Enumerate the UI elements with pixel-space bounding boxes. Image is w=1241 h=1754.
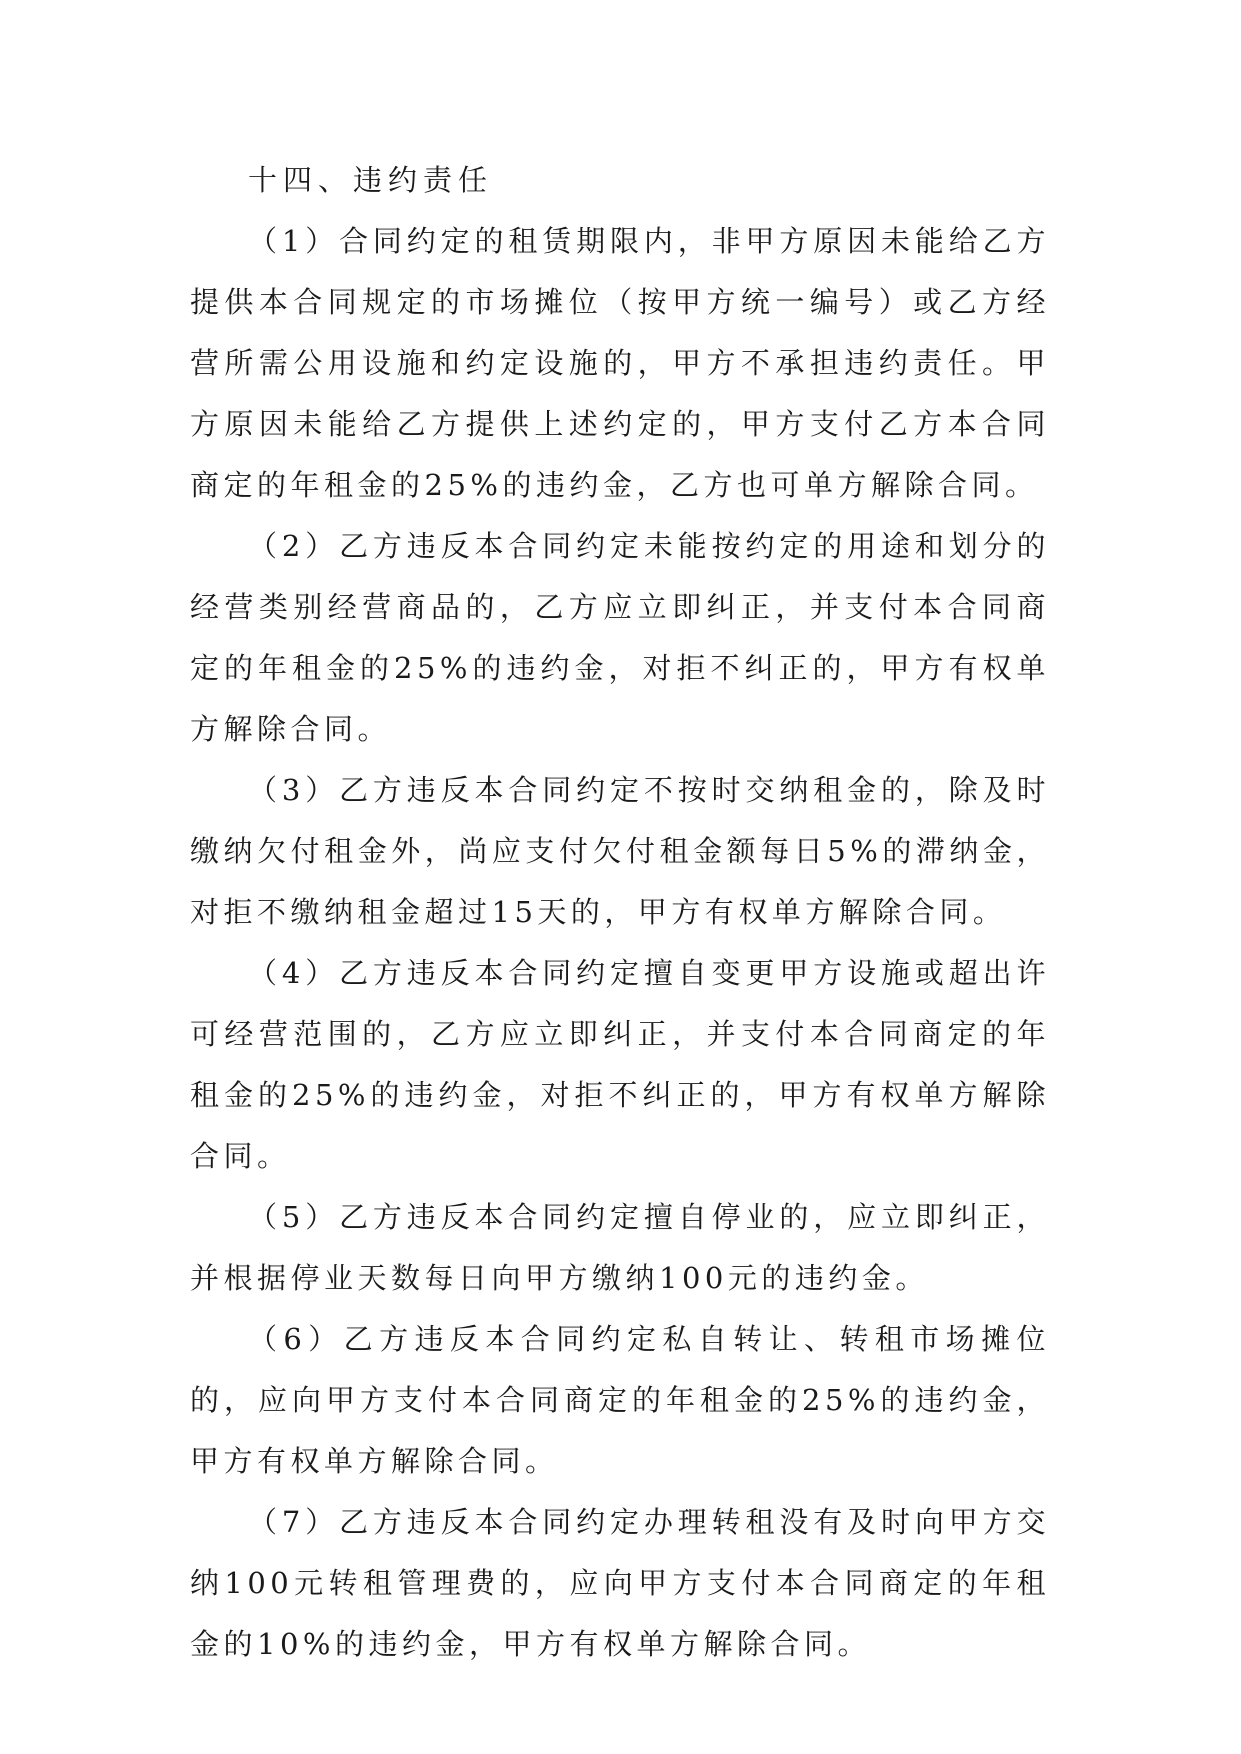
clause-2: （2）乙方违反本合同约定未能按约定的用途和划分的经营类别经营商品的，乙方应立即纠正，并支付本合同商定的年租金的25%的违约金，对拒不纠正的，甲方有权单方解除合同。	[190, 529, 1050, 746]
section-heading: 十四、违约责任	[248, 163, 494, 197]
clause-3: （3）乙方违反本合同约定不按时交纳租金的，除及时缴纳欠付租金外，尚应支付欠付租金额每日5%的滞纳金，对拒不缴纳租金超过15天的，甲方有权单方解除合同。	[190, 773, 1050, 929]
clause-5: （5）乙方违反本合同约定擅自停业的，应立即纠正，并根据停业天数每日向甲方缴纳100元的违约金。	[190, 1200, 1050, 1295]
clause-7: （7）乙方违反本合同约定办理转租没有及时向甲方交纳100元转租管理费的，应向甲方支付本合同商定的年租金的10%的违约金，甲方有权单方解除合同。	[190, 1505, 1050, 1661]
document-body	[190, 150, 1050, 1675]
clause-1: （1）合同约定的租赁期限内，非甲方原因未能给乙方提供本合同规定的市场摊位（按甲方统一编号）或乙方经营所需公用设施和约定设施的，甲方不承担违约责任。甲方原因未能给乙方提供上述约定的，甲方支付乙方本合同商定的年租金的25%的违约金，乙方也可单方解除合同。	[190, 224, 1050, 502]
clause-6: （6）乙方违反本合同约定私自转让、转租市场摊位的，应向甲方支付本合同商定的年租金的25%的违约金，甲方有权单方解除合同。	[190, 1322, 1050, 1478]
clause-4: （4）乙方违反本合同约定擅自变更甲方设施或超出许可经营范围的，乙方应立即纠正，并支付本合同商定的年租金的25%的违约金，对拒不纠正的，甲方有权单方解除合同。	[190, 956, 1050, 1173]
